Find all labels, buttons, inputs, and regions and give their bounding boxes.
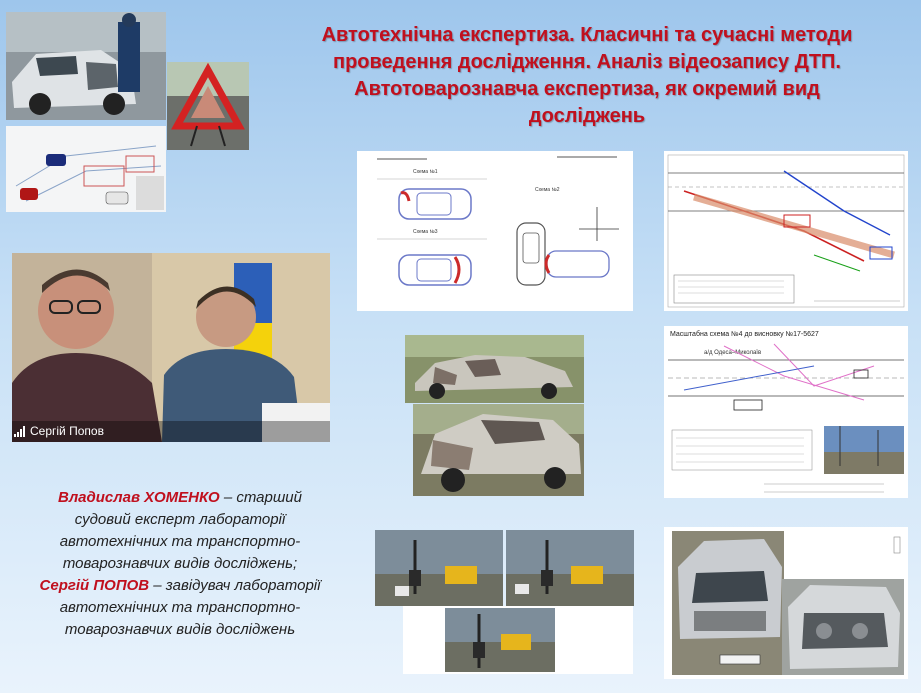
scheme-label-a: Схема №1: [413, 169, 438, 175]
road-label: а/д Одеса–Миколаїв: [704, 350, 762, 356]
slide-title: [262, 22, 912, 130]
video-frame-1: [375, 530, 503, 606]
person2-role-a: – завідувач лабораторії: [149, 577, 321, 594]
participant-name: Сергій Попов: [30, 424, 104, 438]
scheme-label-b: Схема №2: [535, 187, 560, 193]
accident-sketch-photo: [6, 126, 166, 212]
scheme-label-c: Схема №3: [413, 229, 438, 235]
person2-name: Сергій ПОПОВ: [39, 577, 150, 594]
speakers-caption: [10, 487, 350, 641]
wrecked-car-photo-1: [672, 531, 784, 675]
title-line-3: Автотоварознавча експертиза, як окремий вид: [354, 78, 820, 100]
video-frame-3: [445, 608, 555, 672]
person2-role-c: товарознавчих видів досліджень: [64, 621, 296, 638]
trajectory-diagram: [664, 151, 908, 311]
scale-scheme-title: Масштабна схема №4 до висновку №17-5627: [670, 331, 819, 338]
wrecked-car-photo-2: [782, 579, 904, 675]
damaged-car-side-photo-1: [405, 335, 584, 403]
participant-label: [14, 424, 104, 438]
crash-car-photo: [6, 12, 166, 120]
title-line-4: досліджень: [528, 105, 646, 127]
wrecked-car-front-photos: [664, 527, 908, 679]
video-frame-2: [506, 530, 634, 606]
title-line-1: Автотехнічна експертиза. Класичні та сучасні методи: [321, 24, 853, 46]
title-line-2: проведення дослідження. Аналіз відеозапису ДТП.: [333, 51, 841, 73]
person1-name: Владислав ХОМЕНКО: [57, 489, 220, 506]
signal-strength-icon: [14, 426, 25, 437]
person1-role-b: судовий експерт лабораторії: [74, 511, 286, 528]
warning-triangle-photo: [167, 62, 249, 150]
scale-scheme-diagram: [664, 326, 908, 498]
damaged-car-side-photo-2: [413, 404, 584, 496]
person2-role-b: автотехнічних та транспортно-: [59, 599, 301, 616]
vehicle-damage-schemes: [357, 151, 633, 311]
video-call-frame: [12, 253, 330, 442]
person1-role-c: автотехнічних та транспортно-: [59, 533, 301, 550]
person1-role-d: товарознавчих видів досліджень;: [62, 555, 298, 572]
person1-role-a: – старший: [219, 489, 302, 506]
video-frames-collage: [375, 530, 634, 674]
